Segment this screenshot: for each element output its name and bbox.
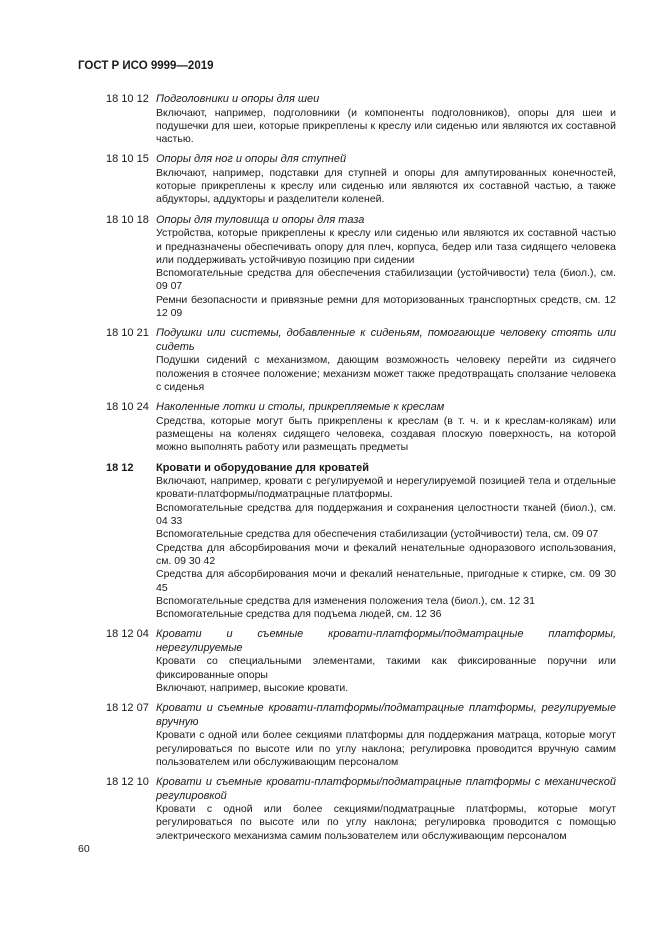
classification-entry: [106, 93, 616, 146]
entry-paragraph: Включают, например, подголовники (и компоненты подголовников), опоры для шеи и подушечки для шеи, которые прикреплены к креслу или сиденью или являются их составной частью.: [156, 106, 616, 146]
entry-code: 18 10 21: [106, 327, 149, 340]
entry-code: 18 10 18: [106, 213, 149, 226]
entry-code: 18 12: [106, 461, 134, 474]
classification-entry: [106, 776, 616, 843]
entry-paragraph: Кровати с одной или более секциями/подматрацные платформы, которые могут регулироваться по высоте или по углу наклона; регулировка проводится с помощью электрического механизма самим пользователем или обслуживающим персоналом: [156, 803, 616, 842]
entry-paragraph: Средства, которые могут быть прикреплены к креслам (в т. ч. и к креслам-колякам) или размещены на коленях сидящего человека, создавая плоскую поверхность, на которой можно выполнять работу или размещать предметы: [156, 414, 616, 454]
entry-title: Кровати и съемные кровати-платформы/подматрацные платформы, регулируемые вручную: [156, 702, 616, 728]
entry-paragraph: Кровати с одной или более секциями платформы для поддержания матраца, которые могут регулироваться по высоте или по углу наклона; регулировка проводится вручную самим пользователем или обслуживающим персоналом: [156, 729, 616, 768]
entry-paragraph: Вспомогательные средства для подъема людей, см. 12 36: [156, 608, 442, 621]
page-number: 60: [78, 843, 90, 855]
classification-entry: [106, 327, 616, 394]
entry-title: Кровати и съемные кровати-платформы/подматрацные платформы с механической регулировкой: [156, 776, 616, 802]
entry-paragraph: Вспомогательные средства для обеспечения стабилизации (устойчивости) тела, см. 09 07: [156, 528, 599, 541]
entry-paragraph: Вспомогательные средства для изменения положения тела (биол.), см. 12 31: [156, 594, 535, 607]
entry-title: Опоры для ног и опоры для ступней: [156, 153, 347, 166]
entry-code: 18 12 10: [106, 776, 149, 789]
entry-code: 18 12 07: [106, 702, 149, 715]
entry-paragraph: Включают, например, кровати с регулируемой и нерегулируемой позицией тела и отдельные кровати-платформы/подматрацные платформы.: [156, 475, 616, 501]
entry-paragraph: Устройства, которые прикреплены к креслу или сиденью или являются их составной частью и предназначены обеспечивать опору для плеч, корпуса, бедер или таза сидящего человека или поддерживать устойчивую позицию при сидении: [156, 227, 616, 266]
classification-entry: [106, 214, 616, 321]
entry-paragraph: Включают, например, подставки для ступней и опоры для ампутированных конечностей, которые прикреплены к креслу или сиденью или являются их составной частью, а также абдукторы, аддукторы и разделители коленей.: [156, 166, 616, 206]
classification-list: [106, 93, 616, 850]
entry-title: Подушки или системы, добавленные к сиденьям, помогающие человеку стоять или сидеть: [156, 327, 616, 353]
document-header: ГОСТ Р ИСО 9999—2019: [78, 60, 214, 72]
entry-paragraph: Кровати со специальными элементами, такими как фиксированные поручни или фиксированные опоры: [156, 655, 616, 681]
entry-title: Опоры для туловища и опоры для таза: [156, 213, 365, 226]
classification-entry: [106, 153, 616, 206]
entry-code: 18 10 24: [106, 401, 149, 414]
classification-entry: [106, 462, 616, 622]
entry-heading: [106, 153, 616, 167]
entry-paragraph: Средства для абсорбирования мочи и фекалий ненательные одноразового использования, см. 09 30 42: [156, 541, 616, 567]
entry-heading: [106, 93, 616, 107]
entry-code: 18 10 12: [106, 93, 149, 105]
entry-heading: [106, 776, 616, 803]
entry-heading: [106, 327, 616, 354]
entry-code: 18 10 15: [106, 153, 149, 166]
entry-heading: [106, 462, 616, 476]
entry-heading: [106, 702, 616, 729]
entry-title: Подголовники и опоры для шеи: [156, 93, 320, 105]
entry-paragraph: Вспомогательные средства для поддержания и сохранения целостности тканей (биол.), см. 04 33: [156, 501, 616, 528]
entry-paragraph: Ремни безопасности и привязные ремни для моторизованных транспортных средств, см. 12 12 09: [156, 293, 616, 320]
entry-title: Кровати и оборудование для кроватей: [156, 461, 369, 474]
classification-entry: [106, 702, 616, 769]
entry-title: Кровати и съемные кровати-платформы/подматрацные платформы, нерегулируемые: [156, 628, 616, 654]
entry-heading: [106, 214, 616, 228]
classification-entry: [106, 628, 616, 695]
entry-heading: [106, 628, 616, 655]
entry-paragraph: Включают, например, высокие кровати.: [156, 682, 349, 694]
entry-paragraph: Подушки сидений с механизмом, дающим возможность человеку перейти из сидячего положения в стоячее положение; механизм может также предотвращать сползание человека с сиденья: [156, 354, 616, 393]
entry-paragraph: Средства для абсорбирования мочи и фекалий ненательные, пригодные к стирке, см. 09 30 45: [156, 568, 616, 594]
entry-paragraph: Вспомогательные средства для обеспечения стабилизации (устойчивости) тела (биол.), см. 09 07: [156, 267, 616, 293]
classification-entry: [106, 401, 616, 454]
entry-title: Наколенные лотки и столы, прикрепляемые к креслам: [156, 401, 445, 414]
entry-code: 18 12 04: [106, 628, 149, 641]
entry-heading: [106, 401, 616, 415]
